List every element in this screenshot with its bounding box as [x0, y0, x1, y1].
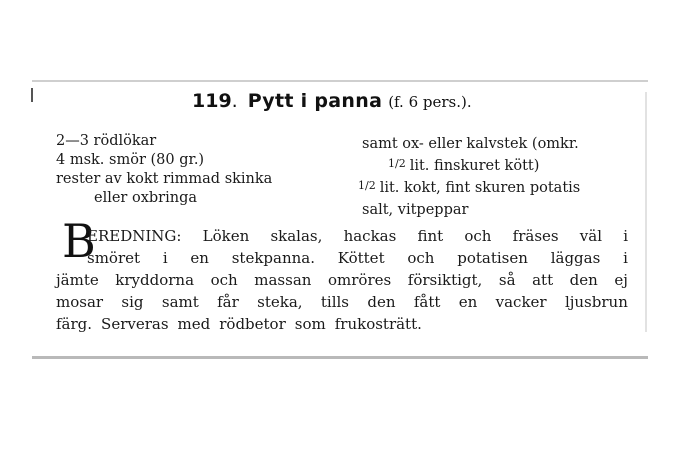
recipe-name: Pytt i panna — [247, 90, 383, 112]
preparation-word: och — [210, 271, 238, 289]
ingredient-line — [358, 176, 580, 198]
preparation-word: kryddorna — [115, 271, 195, 289]
recipe-servings: (f. 6 pers.). — [388, 93, 472, 111]
preparation-word: EREDNING: — [87, 227, 182, 245]
preparation-word: tills — [320, 293, 350, 311]
ingredient-line: rester av kokt rimmad skinka — [56, 171, 273, 187]
right-margin-line — [645, 92, 647, 332]
ingredient-line: 4 msk. smör (80 gr.) — [56, 152, 205, 168]
preparation-word: i — [623, 249, 628, 267]
preparation-word: jämte — [56, 271, 99, 289]
ingredient-line — [358, 154, 580, 176]
preparation-word: och — [407, 249, 435, 267]
preparation-word: ej — [614, 271, 628, 289]
ingredients-left-column — [56, 132, 272, 208]
preparation-word: att — [532, 271, 554, 289]
preparation-word: en — [458, 293, 478, 311]
preparation-word: samt — [161, 293, 199, 311]
preparation-word: skalas, — [270, 227, 323, 245]
preparation-word: den — [569, 271, 598, 289]
preparation-word: fått — [413, 293, 441, 311]
preparation-word: sig — [121, 293, 144, 311]
preparation-word: försiktigt, — [407, 271, 483, 289]
drop-cap: B — [62, 214, 96, 268]
preparation-word: färg. — [56, 315, 93, 333]
ingredient-text: salt, vitpeppar — [362, 202, 469, 218]
top-rule — [32, 80, 648, 82]
ingredient-text: lit. kokt, fint skuren potatis — [379, 180, 581, 196]
preparation-line — [56, 247, 628, 269]
ingredient-fraction: 1/2 — [358, 179, 376, 192]
preparation-word: med — [177, 315, 211, 333]
preparation-word: vacker — [495, 293, 547, 311]
preparation-word: potatisen — [457, 249, 528, 267]
preparation-line — [56, 225, 628, 247]
ingredient-text: lit. finskuret kött) — [409, 158, 540, 174]
recipe-number-separator: . — [231, 90, 238, 112]
ingredient-line: eller oxbringa — [94, 190, 198, 206]
preparation-word: hackas — [343, 227, 397, 245]
preparation-text — [56, 225, 628, 335]
preparation-line — [56, 269, 628, 291]
preparation-word: som — [294, 315, 326, 333]
ingredients-right-column — [358, 132, 580, 220]
preparation-word: läggas — [550, 249, 601, 267]
preparation-word: och — [464, 227, 492, 245]
preparation-word: en — [190, 249, 209, 267]
bottom-rule — [32, 356, 648, 359]
ingredient-fraction: 1/2 — [388, 157, 406, 170]
preparation-word: frukosträtt. — [334, 315, 422, 333]
recipe-number: 119 — [192, 90, 232, 112]
preparation-word: får — [217, 293, 239, 311]
preparation-word: väl — [579, 227, 602, 245]
recipe-title — [192, 90, 472, 112]
preparation-word: ljusbrun — [564, 293, 628, 311]
preparation-word: Serveras — [101, 315, 169, 333]
preparation-word: mosar — [56, 293, 104, 311]
ingredient-line: 2—3 rödlökar — [56, 133, 157, 149]
preparation-word: smöret — [87, 249, 141, 267]
preparation-word: fint — [417, 227, 444, 245]
preparation-word: Köttet — [337, 249, 385, 267]
ingredient-text: samt ox- eller kalvstek (omkr. — [362, 136, 579, 152]
preparation-word: rödbetor — [219, 315, 286, 333]
preparation-line — [56, 291, 628, 313]
preparation-word: stekpanna. — [231, 249, 316, 267]
preparation-word: i — [162, 249, 168, 267]
preparation-word: i — [623, 227, 628, 245]
ingredient-line — [358, 198, 580, 220]
ingredient-line — [358, 132, 580, 154]
preparation-word: den — [367, 293, 396, 311]
preparation-line — [56, 313, 628, 335]
preparation-word: så — [498, 271, 516, 289]
preparation-word: steka, — [257, 293, 303, 311]
preparation-word: Löken — [202, 227, 250, 245]
preparation-word: massan — [254, 271, 312, 289]
preparation-word: omröres — [328, 271, 392, 289]
left-margin-mark — [31, 88, 33, 102]
preparation-word: fräses — [512, 227, 559, 245]
